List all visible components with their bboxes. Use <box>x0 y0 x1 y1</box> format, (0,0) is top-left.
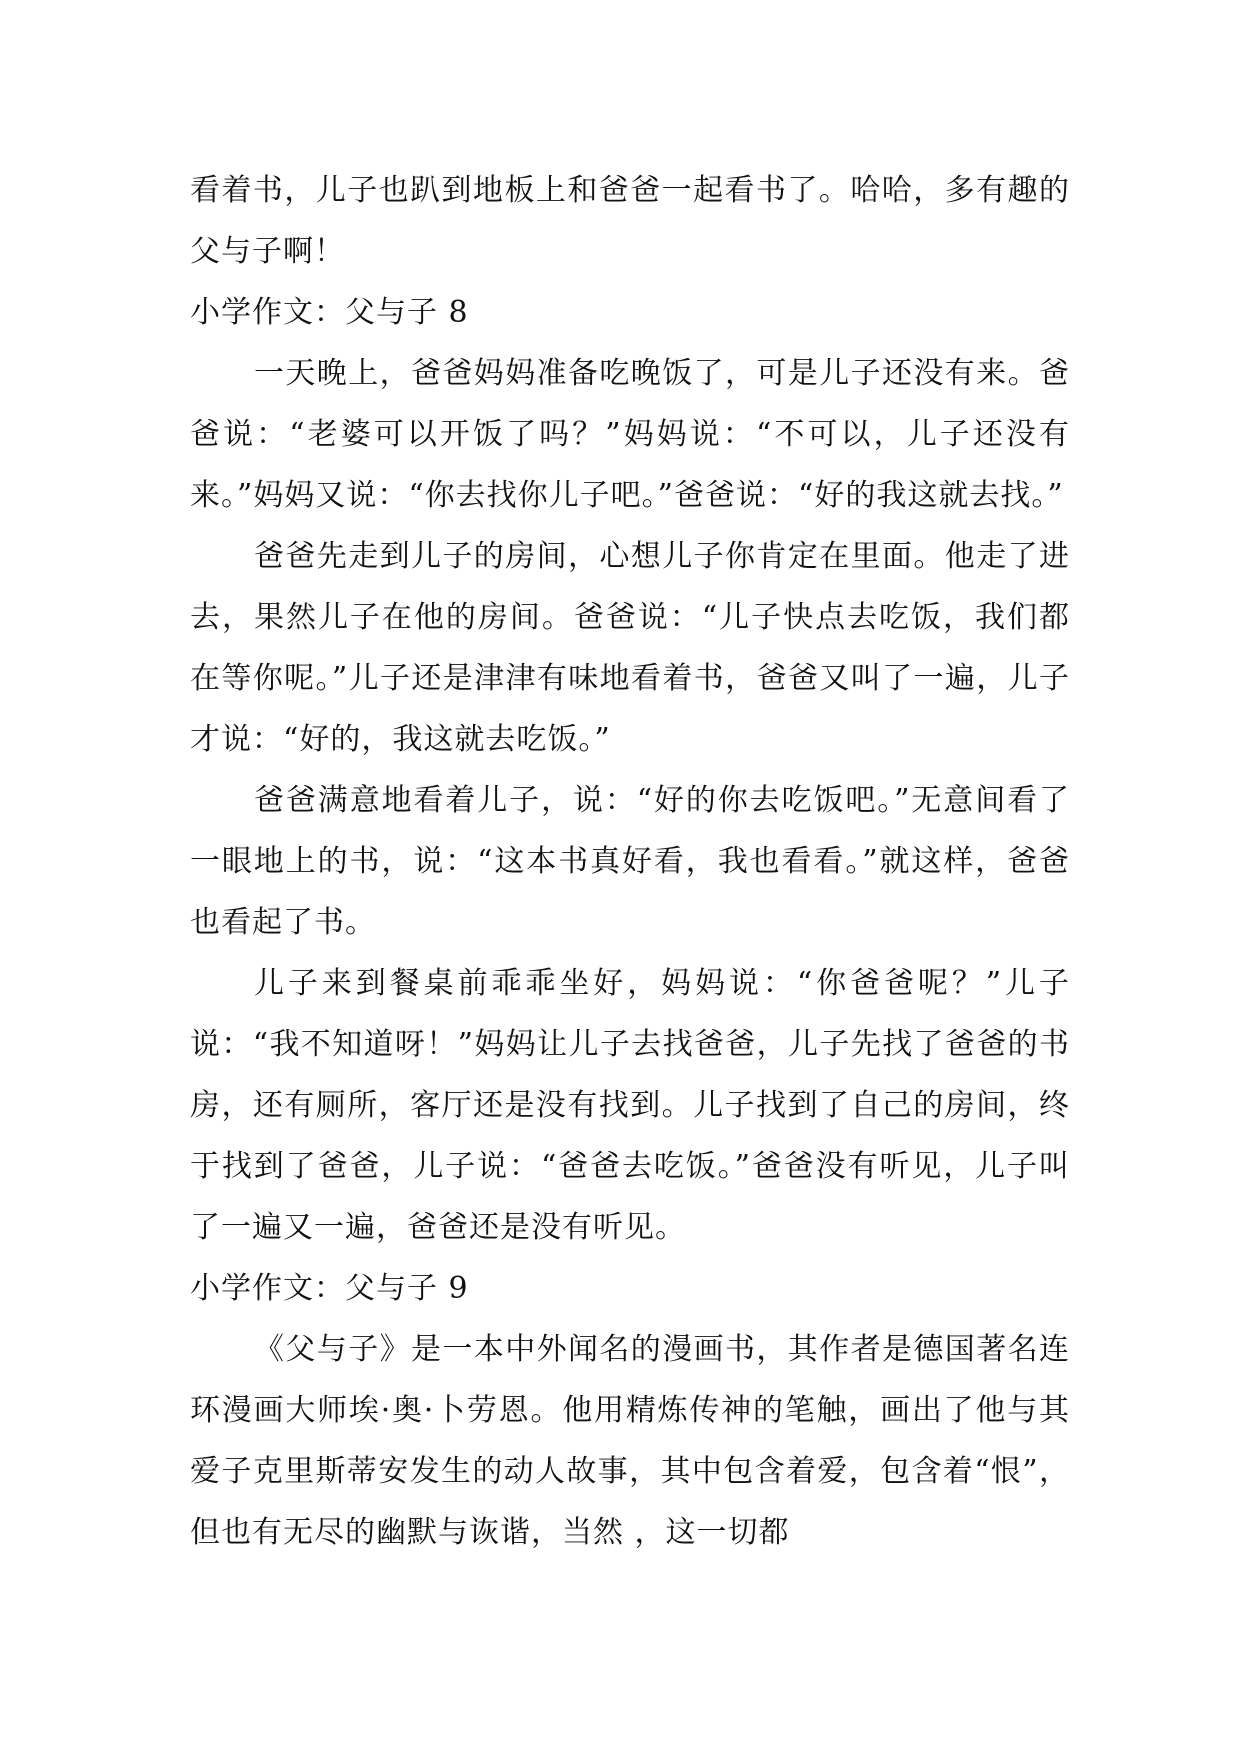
document-page <box>190 160 1070 1563</box>
paragraph-son-finds-father: 儿子来到餐桌前乖乖坐好，妈妈说：“你爸爸呢？”儿子说：“我不知道呀！”妈妈让儿子去找爸爸，儿子先找了爸爸的书房，还有厕所，客厅还是没有找到。儿子找到了自己的房间，终于找到了爸爸，儿子说：“爸爸去吃饭。”爸爸没有听见，儿子叫了一遍又一遍，爸爸还是没有听见。 <box>190 966 1070 1245</box>
paragraph-father-finds-son: 爸爸先走到儿子的房间，心想儿子你肯定在里面。他走了进去，果然儿子在他的房间。爸爸说：“儿子快点去吃饭，我们都在等你呢。”儿子还是津津有味地看着书，爸爸又叫了一遍，儿子才说：“好的，我这就去吃饭。” <box>190 539 1070 757</box>
paragraph-book-intro: 《父与子》是一本中外闻名的漫画书，其作者是德国著名连环漫画大师埃·奥·卜劳恩。他用精炼传神的笔触，画出了他与其爱子克里斯蒂安发生的动人故事，其中包含着爱，包含着“恨”，但也有无尽的幽默与诙谐，当然 ，这一切都 <box>190 1332 1070 1550</box>
paragraph-continued: 看着书，儿子也趴到地板上和爸爸一起看书了。哈哈，多有趣的父与子啊！ <box>190 173 1070 269</box>
paragraph-dinner-time: 一天晚上，爸爸妈妈准备吃晚饭了，可是儿子还没有来。爸爸说：“老婆可以开饭了吗？”妈妈说：“不可以，儿子还没有来。”妈妈又说：“你去找你儿子吧。”爸爸说：“好的我这就去找。” <box>190 356 1070 513</box>
section-heading-8: 小学作文：父与子 8 <box>190 295 469 330</box>
section-heading-9: 小学作文：父与子 9 <box>190 1271 469 1306</box>
paragraph-father-reads: 爸爸满意地看着儿子，说：“好的你去吃饭吧。”无意间看了一眼地上的书，说：“这本书真好看，我也看看。”就这样，爸爸也看起了书。 <box>190 783 1070 940</box>
